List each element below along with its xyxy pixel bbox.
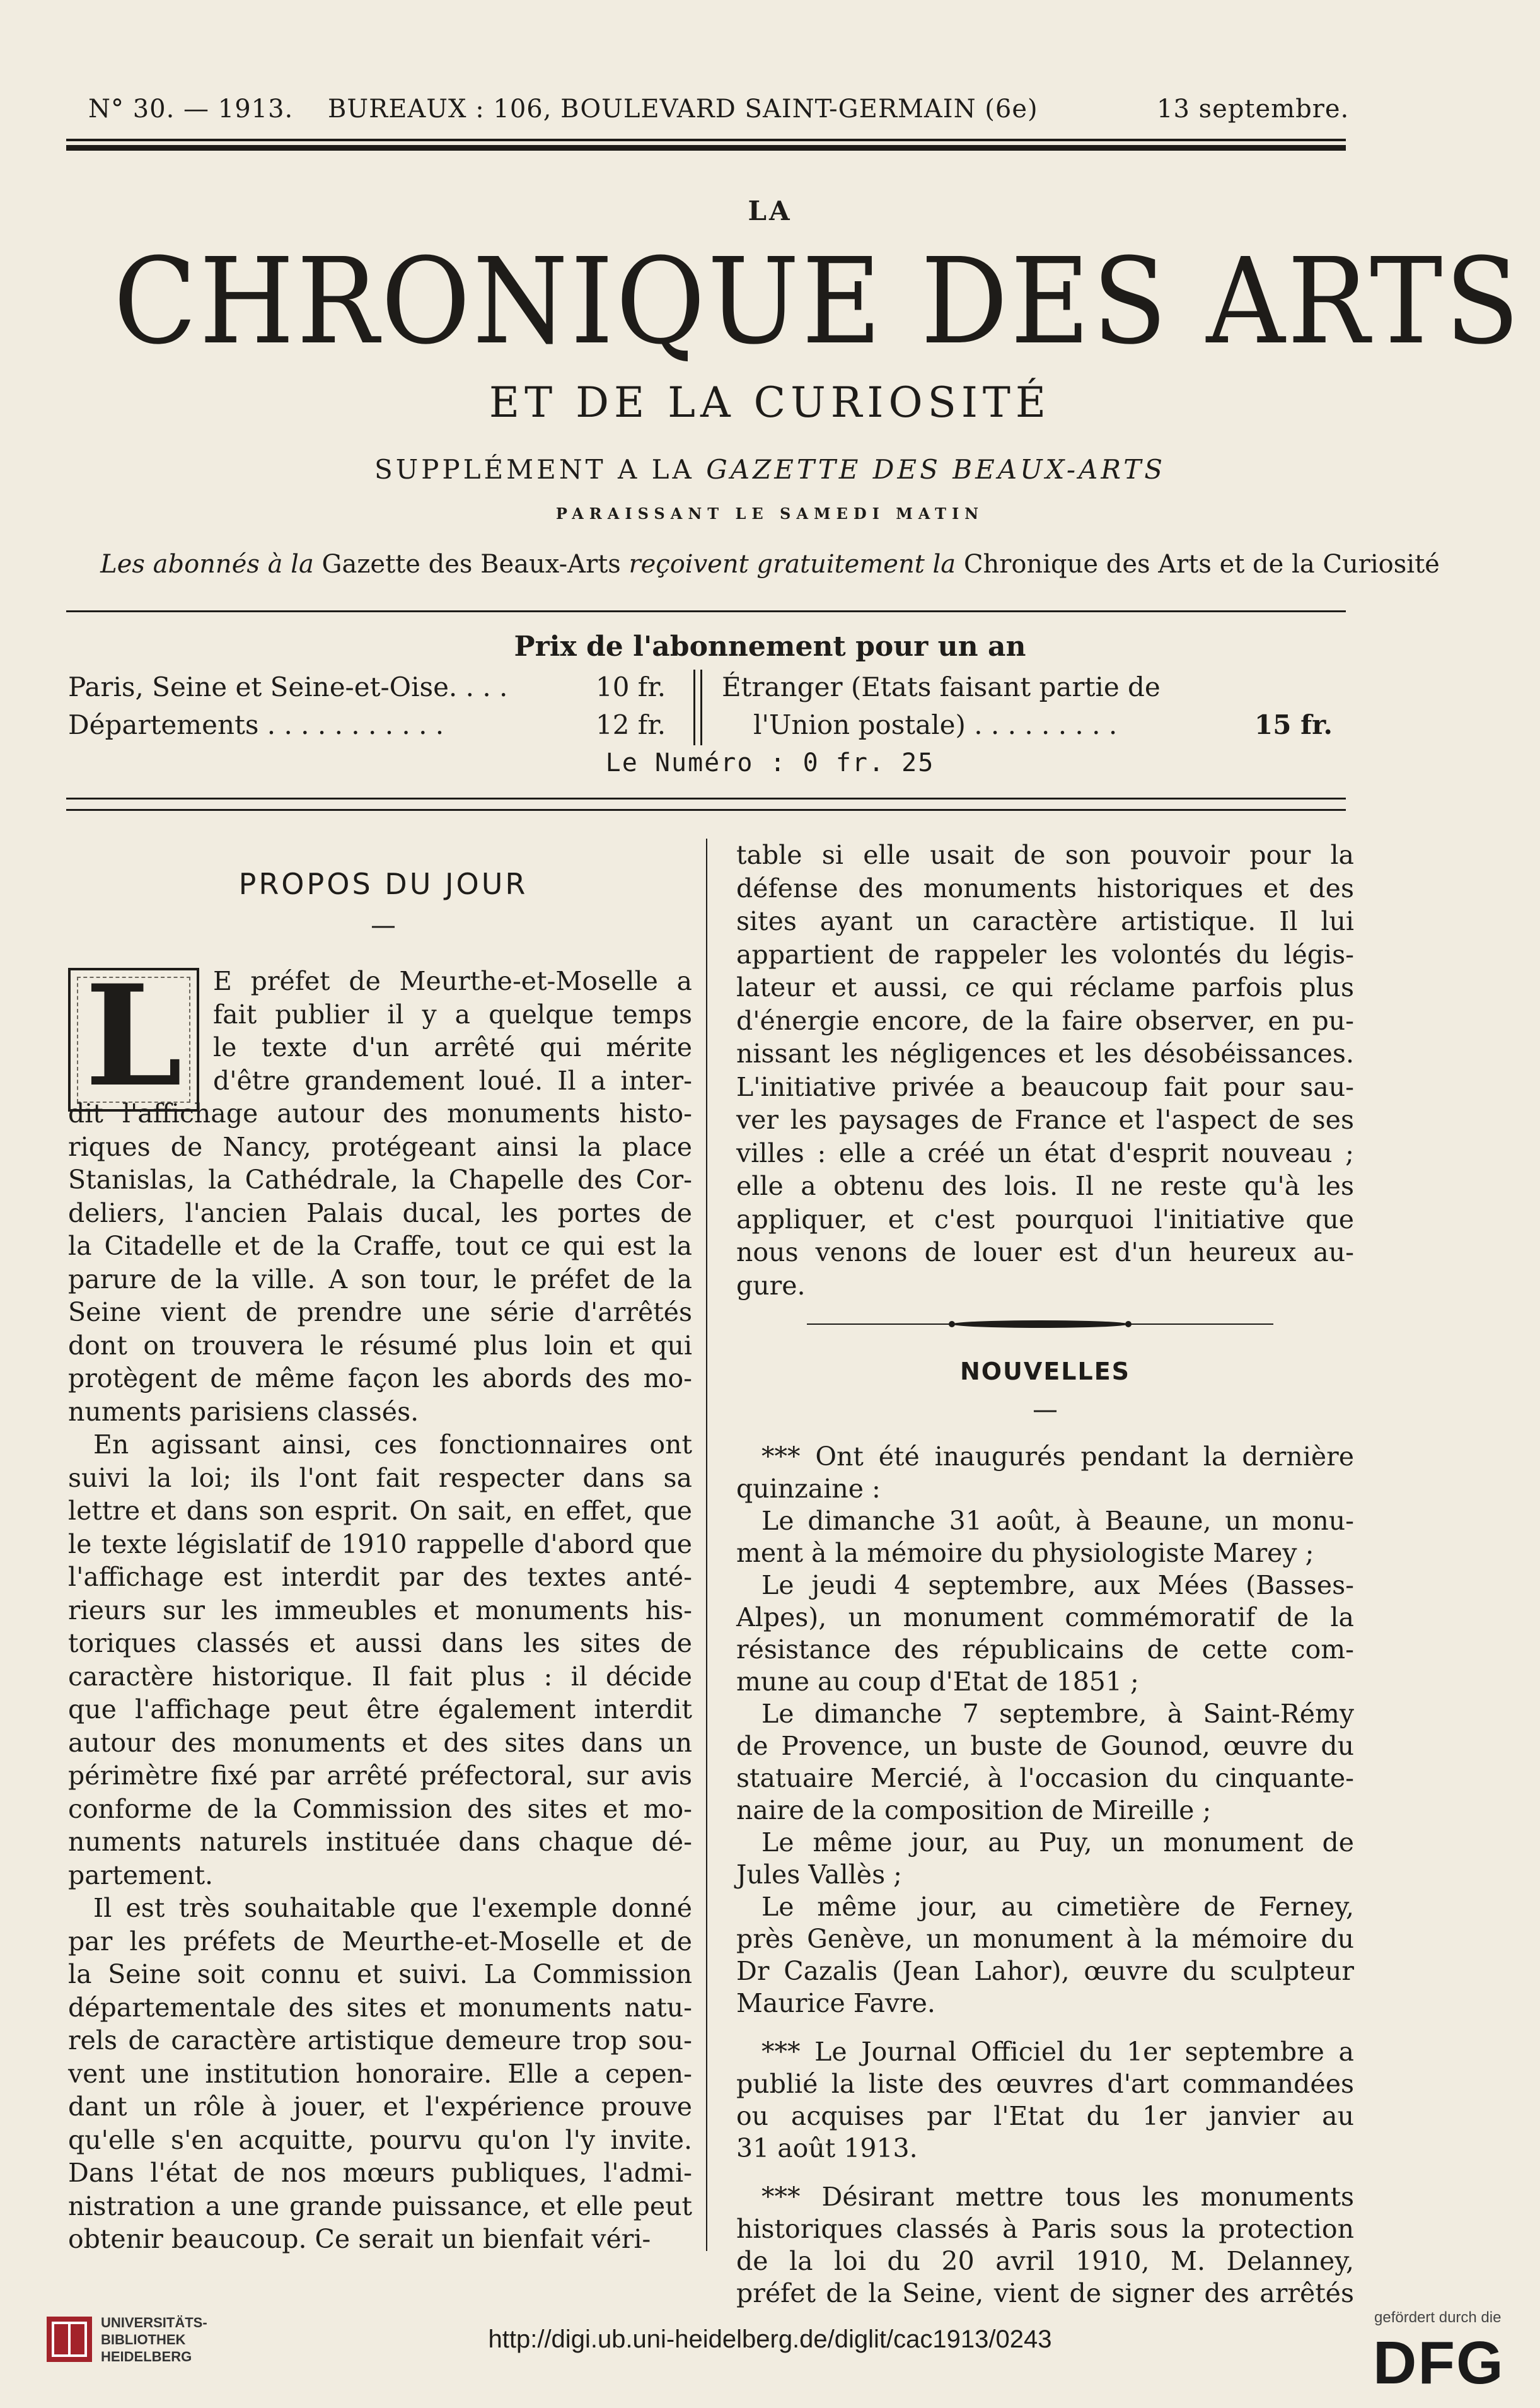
text-line: appartient de rappeler les volontés du légis- xyxy=(736,939,1354,970)
text-line: obtenir beaucoup. Ce serait un bienfait véri- xyxy=(68,2224,651,2254)
nouvelles-dash: — xyxy=(1033,1395,1058,1424)
propos-dash: — xyxy=(371,911,396,940)
text-line: que l'affichage peut être également interdit xyxy=(68,1694,692,1725)
price-etranger-label-1: Étranger (Etats faisant partie de xyxy=(722,672,1161,702)
text-line: de Provence, un buste de Gounod, œuvre du xyxy=(736,1731,1354,1761)
text-line: table si elle usait de son pouvoir pour la xyxy=(736,840,1354,870)
dfg-logo: DFG xyxy=(1373,2329,1505,2397)
header-line xyxy=(88,95,1350,132)
price-paris-label: Paris, Seine et Seine-et-Oise. . . . xyxy=(68,672,508,702)
abonnes-part-4: Chronique des Arts et de la Curiosité xyxy=(963,550,1440,579)
text-line: quinzaine : xyxy=(736,1474,881,1504)
text-line: par les préfets de Meurthe-et-Moselle et de xyxy=(68,1926,692,1957)
university-line-3: HEIDELBERG xyxy=(101,2349,192,2364)
text-line: départementale des sites et monuments natu- xyxy=(68,1992,692,2023)
text-line: *** Désirant mettre tous les monuments xyxy=(761,2182,1354,2212)
header-rule-thick xyxy=(66,145,1346,151)
text-line: deliers, l'ancien Palais ducal, les portes de xyxy=(68,1197,692,1228)
text-line: toriques classés et aussi dans les sites de xyxy=(68,1628,692,1658)
text-line: périmètre fixé par arrêté préfectoral, sur avis xyxy=(68,1760,692,1791)
nouvelles-title: NOUVELLES xyxy=(959,1358,1131,1385)
text-line: publié la liste des œuvres d'art commandées xyxy=(736,2069,1354,2099)
text-line: riques de Nancy, protégeant ainsi la place xyxy=(68,1131,692,1162)
dfg-label: gefördert durch die xyxy=(1374,2309,1502,2326)
university-line-1: UNIVERSITÄTS- xyxy=(101,2315,207,2330)
masthead-subtitle: ET DE LA CURIOSITÉ xyxy=(489,378,1051,427)
price-rule-bottom-2 xyxy=(66,809,1346,811)
price-etranger-label-2: l'Union postale) . . . . . . . . . xyxy=(753,709,1118,740)
numero-price: Le Numéro : 0 fr. 25 xyxy=(605,748,935,777)
column-divider xyxy=(706,839,707,2251)
text-line: fait publier il y a quelque temps xyxy=(213,999,692,1030)
text-line: défense des monuments historiques et des xyxy=(736,873,1354,904)
text-line: partement. xyxy=(68,1859,214,1890)
university-line-2: BIBLIOTHEK xyxy=(101,2332,186,2347)
text-line: dont on trouvera le résumé plus loin et qui xyxy=(68,1330,692,1361)
text-line: Le même jour, au cimetière de Ferney, xyxy=(761,1892,1354,1922)
text-line: caractère historique. Il fait plus : il décide xyxy=(68,1661,692,1692)
text-line: historiques classés à Paris sous la protection xyxy=(736,2214,1354,2244)
text-line: lettre et dans son esprit. On sait, en effet, que xyxy=(68,1496,692,1526)
text-line: Le dimanche 31 août, à Beaune, un monu- xyxy=(761,1506,1354,1536)
text-line: numents naturels instituée dans chaque dé- xyxy=(68,1827,692,1857)
source-url[interactable]: http://digi.ub.uni-heidelberg.de/diglit/cac1913/0243 xyxy=(488,2325,1052,2353)
text-line: le texte législatif de 1910 rappelle d'abord que xyxy=(68,1528,692,1559)
text-line: la Citadelle et de la Craffe, tout ce qui est la xyxy=(68,1231,692,1261)
price-divider-2 xyxy=(700,670,702,745)
supplement-prefix: SUPPLÉMENT A LA xyxy=(374,454,707,485)
text-line: Stanislas, la Cathédrale, la Chapelle des Cor- xyxy=(68,1165,692,1195)
text-line: ou acquises par l'Etat du 1er janvier au xyxy=(736,2101,1354,2131)
text-line: Dans l'état de nos mœurs publiques, l'admi- xyxy=(68,2158,692,2188)
text-line: Le jeudi 4 septembre, aux Mées (Basses- xyxy=(761,1570,1354,1600)
text-line: dant un rôle à jouer, et l'expérience prouve xyxy=(68,2091,692,2122)
masthead-title: CHRONIQUE DES ARTS xyxy=(113,233,1522,371)
issue-number: N° 30. — 1913. xyxy=(88,95,294,124)
text-line: le texte d'un arrêté qui mérite xyxy=(213,1032,692,1062)
issue-date: 13 septembre. xyxy=(1157,95,1350,124)
text-line: Dr Cazalis (Jean Lahor), œuvre du sculpteur xyxy=(736,1956,1354,1986)
text-line: préfet de la Seine, vient de signer des arrêtés xyxy=(736,2278,1354,2308)
text-line: sites ayant un caractère artistique. Il lui xyxy=(736,906,1354,936)
text-line: Seine vient de prendre une série d'arrêtés xyxy=(68,1297,692,1327)
abonnes-part-1: Les abonnés à la xyxy=(100,550,322,579)
price-dept-label: Départements . . . . . . . . . . . xyxy=(68,709,444,740)
nouvelles-column xyxy=(736,1441,1354,2310)
text-line: d'être grandement loué. Il a inter- xyxy=(213,1065,692,1096)
text-line: Alpes), un monument commémoratif de la xyxy=(736,1602,1354,1632)
text-line: nistration a une grande puissance, et elle peut xyxy=(68,2190,692,2221)
bureaux-address: BUREAUX : 106, BOULEVARD SAINT-GERMAIN (6e) xyxy=(328,95,1038,124)
abonnes-part-2: Gazette des Beaux-Arts xyxy=(321,550,621,579)
abonnes-line xyxy=(0,550,1540,579)
text-line: villes : elle a créé un état d'esprit nouveau ; xyxy=(736,1137,1354,1168)
text-line: Il est très souhaitable que l'exemple donné xyxy=(93,1893,692,1923)
text-line: rieurs sur les immeubles et monuments his- xyxy=(68,1595,692,1626)
text-line: autour des monuments et des sites dans un xyxy=(68,1727,692,1758)
text-line: appliquer, et c'est pourquoi l'initiative que xyxy=(736,1204,1354,1235)
price-rule-top xyxy=(66,610,1346,612)
text-line: gure. xyxy=(736,1270,806,1301)
text-line: rels de caractère artistique demeure trop sou- xyxy=(68,2025,692,2056)
propos-column xyxy=(68,954,692,2256)
price-etranger-value: 15 fr. xyxy=(1254,709,1333,740)
abonnes-part-3: reçoivent gratuitement la xyxy=(620,550,964,579)
text-line: suivi la loi; ils l'ont fait respecter dans sa xyxy=(68,1462,692,1493)
text-line: 31 août 1913. xyxy=(736,2133,918,2163)
price-dept-value: 12 fr. xyxy=(596,709,666,740)
price-rule-bottom-1 xyxy=(66,798,1346,800)
propos-continuation xyxy=(736,839,1354,1302)
text-line: Le même jour, au Puy, un monument de xyxy=(761,1827,1354,1858)
text-line: résistance des républicains de cette com- xyxy=(736,1634,1354,1665)
text-line: près Genève, un monument à la mémoire du xyxy=(736,1924,1354,1954)
text-line: naire de la composition de Mireille ; xyxy=(736,1795,1212,1825)
text-line: ver les paysages de France et l'aspect de ses xyxy=(736,1105,1354,1135)
text-line: vent une institution honoraire. Elle a cepen- xyxy=(68,2058,692,2089)
text-line: L'initiative privée a beaucoup fait pour sau- xyxy=(736,1071,1354,1102)
text-line: mune au coup d'Etat de 1851 ; xyxy=(736,1666,1139,1697)
text-line: de la loi du 20 avril 1910, M. Delanney, xyxy=(736,2246,1354,2276)
supplement-gazette: GAZETTE DES BEAUX-ARTS xyxy=(706,454,1166,485)
price-divider-1 xyxy=(693,670,695,745)
text-line: dit l'affichage autour des monuments histo- xyxy=(68,1098,692,1129)
text-line: nissant les négligences et les désobéissances. xyxy=(736,1038,1354,1069)
text-line: l'affichage est interdit par des textes anté- xyxy=(68,1562,692,1592)
masthead-la: LA xyxy=(748,195,792,226)
paraissant-line: PARAISSANT LE SAMEDI MATIN xyxy=(555,504,985,523)
section-divider-ornament xyxy=(807,1318,1273,1330)
header-rule-thin xyxy=(66,139,1346,141)
prix-title: Prix de l'abonnement pour un an xyxy=(514,631,1026,663)
text-line: protègent de même façon les abords des mo- xyxy=(68,1363,692,1393)
supplement-line xyxy=(0,454,1540,485)
text-line: d'énergie encore, de la faire observer, en pu- xyxy=(736,1005,1354,1036)
text-line: lateur et aussi, ce qui réclame parfois plus xyxy=(736,972,1354,1003)
text-line: Jules Vallès ; xyxy=(736,1859,902,1890)
text-line: ment à la mémoire du physiologiste Marey ; xyxy=(736,1538,1314,1568)
propos-title: PROPOS DU JOUR xyxy=(238,867,528,901)
text-line: numents parisiens classés. xyxy=(68,1396,419,1427)
dropcap-letter: L xyxy=(84,954,183,1117)
text-line: E préfet de Meurthe-et-Moselle a xyxy=(213,966,692,996)
text-line: parure de la ville. A son tour, le préfet de la xyxy=(68,1264,692,1294)
text-line: Maurice Favre. xyxy=(736,1988,935,2018)
price-paris-value: 10 fr. xyxy=(596,672,666,702)
text-line: *** Ont été inaugurés pendant la dernière xyxy=(761,1441,1354,1472)
text-line: Le dimanche 7 septembre, à Saint-Rémy xyxy=(761,1699,1354,1729)
text-line: *** Le Journal Officiel du 1er septembre a xyxy=(761,2037,1354,2067)
text-line: qu'elle s'en acquitte, pourvu qu'on l'y invite. xyxy=(68,2124,692,2155)
text-line: conforme de la Commission des sites et mo- xyxy=(68,1793,692,1824)
text-line: la Seine soit connu et suivi. La Commission xyxy=(68,1959,692,1989)
text-line: elle a obtenu des lois. Il ne reste qu'à les xyxy=(736,1171,1354,1201)
text-line: En agissant ainsi, ces fonctionnaires ont xyxy=(93,1429,692,1460)
text-line: statuaire Mercié, à l'occasion du cinquante- xyxy=(736,1763,1354,1793)
text-line: nous venons de louer est d'un heureux au- xyxy=(736,1237,1354,1267)
